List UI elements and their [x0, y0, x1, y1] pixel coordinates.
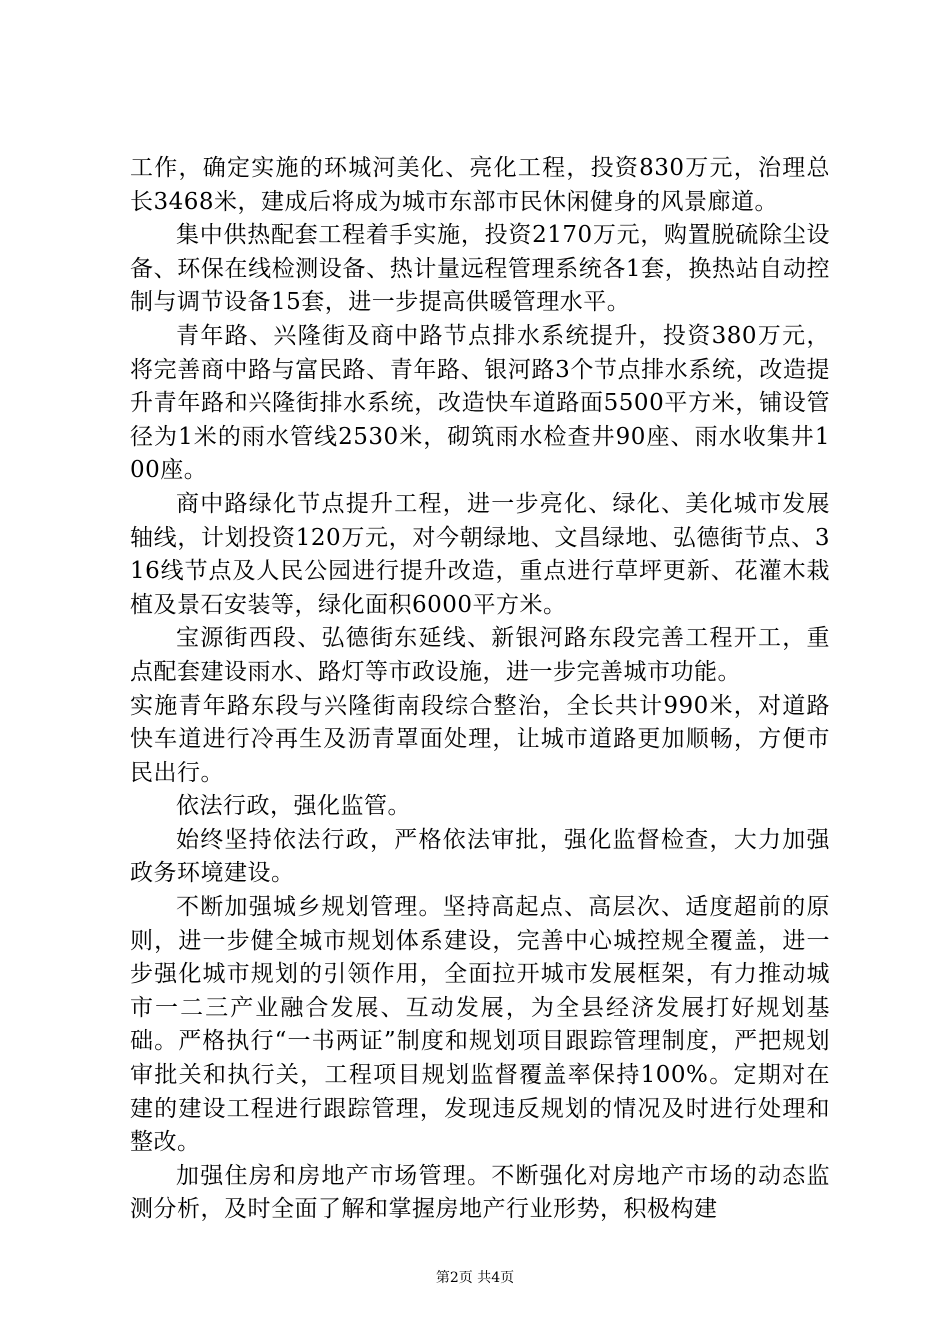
paragraph-road-completion: 宝源街西段、弘德街东延线、新银河路东段完善工程开工，重点配套建设雨水、路灯等市政设施，进一步完善城市功能。: [130, 625, 830, 685]
document-body: [130, 152, 830, 1227]
paragraph-continuation: 工作，确定实施的环城河美化、亮化工程，投资830万元，治理总长3468米，建成后将成为城市东部市民休闲健身的风景廊道。: [130, 155, 830, 215]
paragraph-housing-market: 加强住房和房地产市场管理。不断强化对房地产市场的动态监测分析，及时全面了解和掌握房地产行业形势，积极构建: [130, 1162, 830, 1223]
paragraph-law-administration: 始终坚持依法行政，严格依法审批，强化监督检查，大力加强政务环境建设。: [130, 826, 830, 887]
page-number-footer: 第2页 共4页: [435, 1270, 515, 1286]
paragraph-heating-project: 集中供热配套工程着手实施，投资2170万元，购置脱硫除尘设备、环保在线检测设备、热计量远程管理系统各1套，换热站自动控制与调节设备15套，进一步提高供暖管理水平。: [130, 222, 830, 316]
section-heading-law-administration: 依法行政，强化监管。: [176, 793, 411, 820]
paragraph-drainage-project: 青年路、兴隆街及商中路节点排水系统提升，投资380万元，将完善商中路与富民路、青年路、银河路3个节点排水系统，改造提升青年路和兴隆街排水系统，改造快车道路面5500平方米，铺设管径为1米的雨水管线2530米，砌筑雨水检查井90座、雨水收集井100座。: [130, 322, 830, 484]
paragraph-greening-project: 商中路绿化节点提升工程，进一步亮化、绿化、美化城市发展轴线，计划投资120万元，对今朝绿地、文昌绿地、弘德街节点、316线节点及人民公园进行提升改造，重点进行草坪更新、花灌木栽植及景石安装等，绿化面积6000平方米。: [130, 490, 830, 618]
paragraph-road-renovation: 实施青年路东段与兴隆街南段综合整治，全长共计990米，对道路快车道进行冷再生及沥青罩面处理，让城市道路更加顺畅，方便市民出行。: [130, 692, 830, 786]
paragraph-planning-management: 不断加强城乡规划管理。坚持高起点、高层次、适度超前的原则，进一步健全城市规划体系建设，完善中心城控规全覆盖，进一步强化城市规划的引领作用，全面拉开城市发展框架，有力推动城市一二三产业融合发展、互动发展，为全县经济发展打好规划基础。严格执行“一书两证”制度和规划项目跟踪管理制度，严把规划审批关和执行关，工程项目规划监督覆盖率保持100%。定期对在建的建设工程进行跟踪管理，发现违反规划的情况及时进行处理和整改。: [130, 894, 830, 1156]
